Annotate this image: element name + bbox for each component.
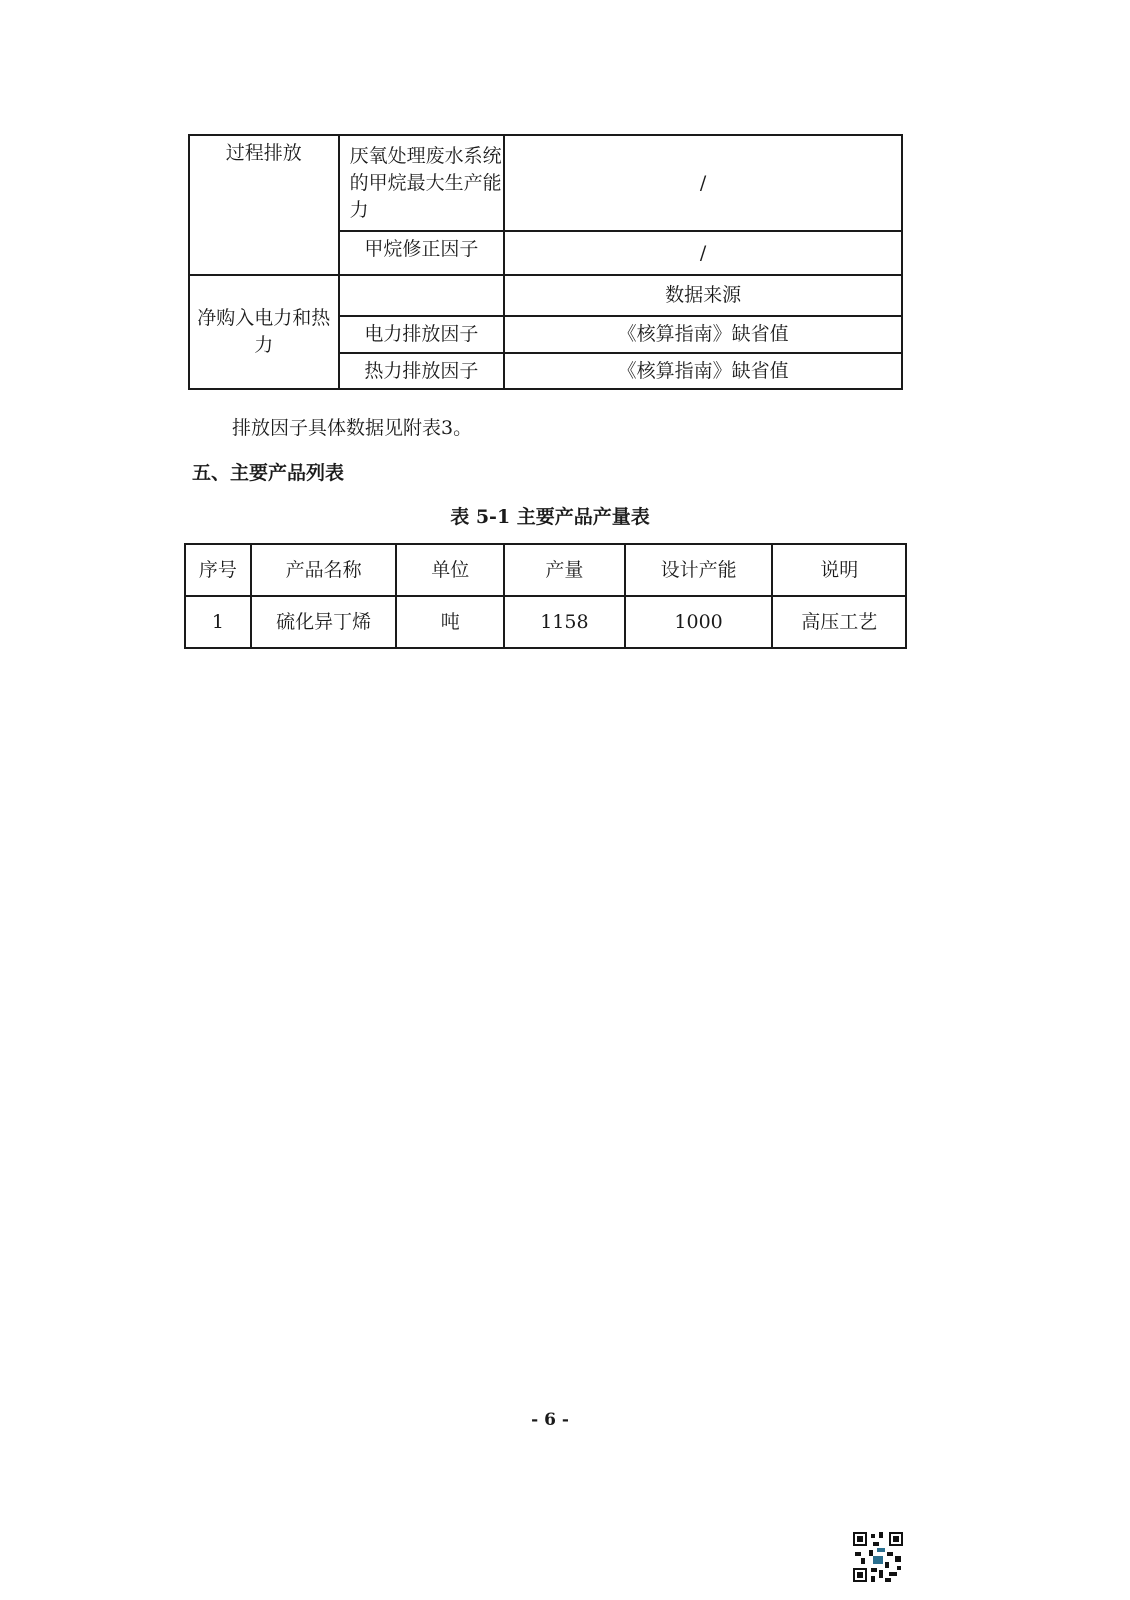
row-remark: 高压工艺 (772, 596, 906, 648)
emission-factor-note: 排放因子具体数据见附表3。 (232, 417, 473, 439)
table-row (185, 596, 906, 648)
section-title: 五、主要产品列表 (192, 462, 345, 484)
electricity-factor-source: 《核算指南》缺省值 (504, 316, 902, 353)
row-capacity: 1000 (625, 596, 773, 648)
header-unit: 单位 (396, 544, 504, 596)
row-unit: 吨 (396, 596, 504, 648)
methane-correction-value: / (504, 231, 902, 275)
process-emission-label: 过程排放 (189, 135, 339, 275)
methane-capacity-label: 厌氧处理废水系统的甲烷最大生产能力 (339, 135, 505, 231)
header-remark: 说明 (772, 544, 906, 596)
header-capacity: 设计产能 (625, 544, 773, 596)
heat-factor-label: 热力排放因子 (339, 353, 505, 389)
heat-factor-source: 《核算指南》缺省值 (504, 353, 902, 389)
purchased-power-heat-label: 净购入电力和热力 (189, 275, 339, 389)
header-name: 产品名称 (251, 544, 397, 596)
row-output: 1158 (504, 596, 625, 648)
page-number: - 6 - (531, 1410, 569, 1430)
table-caption: 表 5-1 主要产品产量表 (450, 506, 650, 528)
methane-capacity-value: / (504, 135, 902, 231)
row-no: 1 (185, 596, 251, 648)
blank-header-cell (339, 275, 505, 316)
data-source-header: 数据来源 (504, 275, 902, 316)
qr-code-icon (853, 1532, 903, 1582)
electricity-factor-label: 电力排放因子 (339, 316, 505, 353)
product-output-table (184, 543, 907, 649)
emission-factor-table (188, 134, 903, 390)
header-no: 序号 (185, 544, 251, 596)
table-header-row (185, 544, 906, 596)
header-output: 产量 (504, 544, 625, 596)
row-name: 硫化异丁烯 (251, 596, 397, 648)
methane-correction-label: 甲烷修正因子 (339, 231, 505, 275)
